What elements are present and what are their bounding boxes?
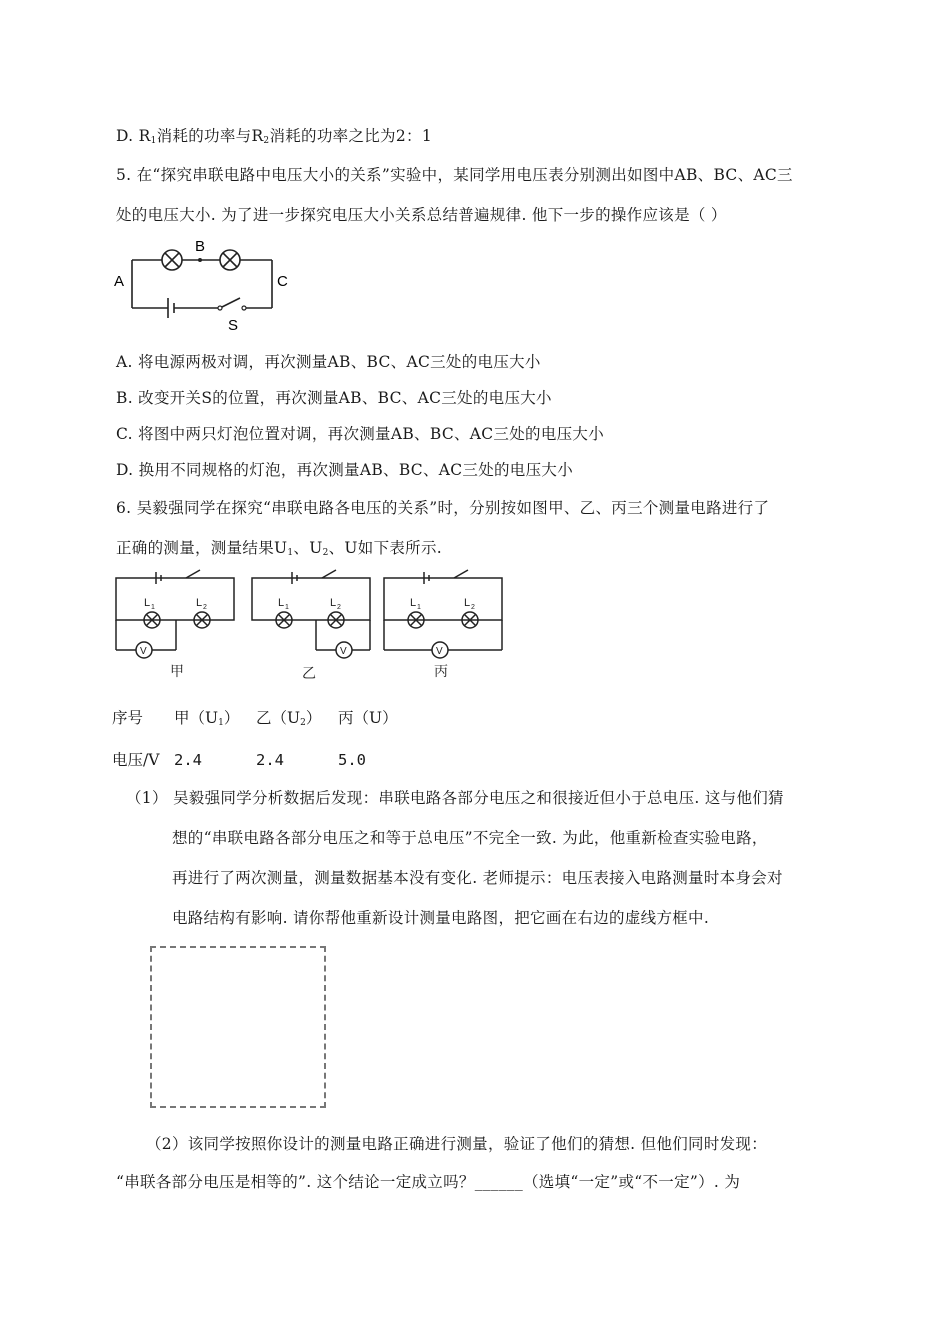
subscript: 2 <box>300 718 306 728</box>
circuit-label-jia: 甲 <box>170 663 184 679</box>
circuit-label-yi: 乙 <box>302 665 316 681</box>
option-d-q4-pre: D. R <box>116 127 151 145</box>
question-5-line-2: 处的电压大小. 为了进一步探究电压大小关系总结普遍规律. 他下一步的操作应该是（ ） <box>116 206 727 224</box>
part-1-line-1: （1） 吴毅强同学分析数据后发现：串联电路各部分电压之和很接近但小于总电压. 这与他们猜 <box>126 789 784 807</box>
lamp-label-sub: 1 <box>151 604 155 611</box>
lamp-label: L <box>464 597 471 609</box>
circuit-diagram-q5 <box>110 236 300 336</box>
table-cell-u1: 2.4 <box>174 751 202 769</box>
header-jia-pre: 甲（U <box>174 709 219 727</box>
subscript: 1 <box>150 136 157 146</box>
option-d-q4-mid: 消耗的功率与R <box>156 127 264 145</box>
table-cell-u2: 2.4 <box>256 751 284 769</box>
lamp-label-sub: 1 <box>285 604 289 611</box>
part-1-line-2: 想的“串联电路各部分电压之和等于总电压”不完全一致. 为此，他重新检查实验电路， <box>172 829 768 847</box>
question-5-line-1: 5. 在“探究串联电路中电压大小的关系”实验中，某同学用电压表分别测出如图中AB、BC、AC三 <box>116 166 793 184</box>
drawing-answer-box[interactable] <box>150 946 326 1108</box>
subscript: 2 <box>322 548 329 558</box>
option-b: B. 改变开关S的位置，再次测量AB、BC、AC三处的电压大小 <box>116 389 552 407</box>
subscript: 1 <box>287 548 294 558</box>
lamp-label-sub: 1 <box>417 604 421 611</box>
option-a: A. 将电源两极对调，再次测量AB、BC、AC三处的电压大小 <box>116 353 541 371</box>
header-jia-post: ） <box>223 709 240 727</box>
node-label-c: C <box>277 273 288 290</box>
question-6-line-1: 6. 吴毅强同学在探究“串联电路各电压的关系”时，分别按如图甲、乙、丙三个测量电路进行了 <box>116 499 770 517</box>
lamp-label-sub: 2 <box>471 604 475 611</box>
part-2-line-2: “串联各部分电压是相等的”. 这个结论一定成立吗？______（选填“一定”或“不一定”）. 为 <box>116 1173 741 1191</box>
circuit-diagrams-q6 <box>110 566 510 684</box>
voltmeter-label: V <box>140 646 147 657</box>
option-d: D. 换用不同规格的灯泡，再次测量AB、BC、AC三处的电压大小 <box>116 461 574 479</box>
q6-line-2-mid: 、U <box>293 539 323 557</box>
question-6-line-2 <box>116 538 442 563</box>
lamp-label-sub: 2 <box>337 604 341 611</box>
lamp-label: L <box>330 597 337 609</box>
table-row-label: 电压/V <box>112 751 160 769</box>
circuit-label-bing: 丙 <box>434 663 448 679</box>
part-1-line-4: 电路结构有影响. 请你帮他重新设计测量电路图，把它画在右边的虚线方框中. <box>172 909 710 927</box>
subscript: 2 <box>263 136 270 146</box>
q6-line-2-pre: 正确的测量，测量结果U <box>116 539 288 557</box>
q6-line-2-post: 、U如下表所示. <box>328 539 442 557</box>
voltmeter-label: V <box>340 646 347 657</box>
node-label-a: A <box>114 273 125 290</box>
table-header-jia <box>174 708 239 733</box>
option-c: C. 将图中两只灯泡位置对调，再次测量AB、BC、AC三处的电压大小 <box>116 425 605 443</box>
lamp-label: L <box>196 597 203 609</box>
table-header-bing: 丙（U） <box>338 709 398 727</box>
option-d-q4-post: 消耗的功率之比为2：1 <box>269 127 432 145</box>
header-yi-pre: 乙（U <box>256 709 301 727</box>
header-yi-post: ） <box>305 709 322 727</box>
table-cell-u: 5.0 <box>338 751 366 769</box>
subscript: 1 <box>218 718 224 728</box>
node-label-b: B <box>195 238 206 255</box>
lamp-label-sub: 2 <box>203 604 207 611</box>
voltmeter-label: V <box>436 646 443 657</box>
lamp-label: L <box>278 597 285 609</box>
part-1-line-3: 再进行了两次测量，测量数据基本没有变化. 老师提示：电压表接入电路测量时本身会对 <box>172 869 783 887</box>
part-2-line-1: （2）该同学按照你设计的测量电路正确进行测量，验证了他们的猜想. 但他们同时发现： <box>146 1135 768 1153</box>
option-d-q4 <box>116 126 432 151</box>
table-header-index: 序号 <box>112 709 144 727</box>
lamp-label: L <box>410 597 417 609</box>
switch-label-s: S <box>228 317 239 334</box>
lamp-label: L <box>144 597 151 609</box>
table-header-yi <box>256 708 321 733</box>
